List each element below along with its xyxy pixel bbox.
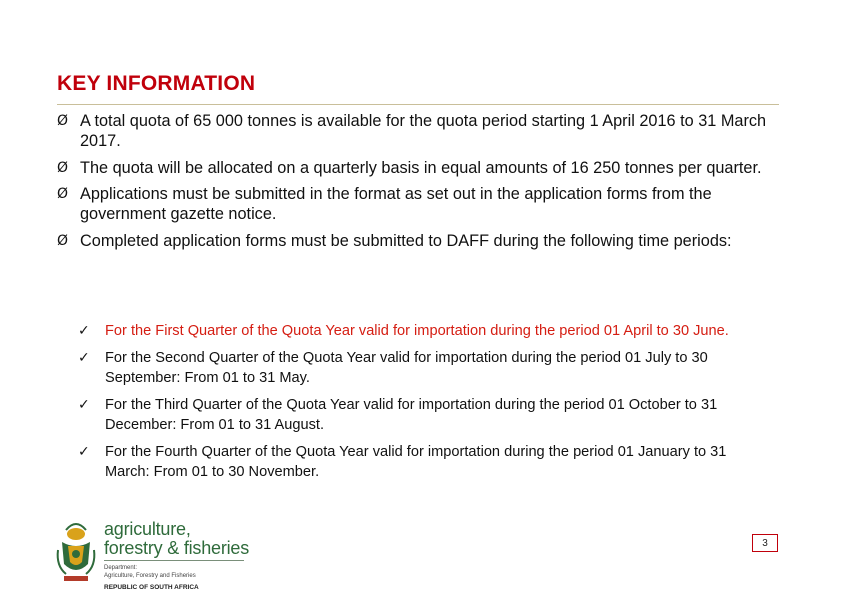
logo-line-2: forestry & fisheries: [104, 538, 250, 558]
sub-bullet-text: For the Fourth Quarter of the Quota Year valid for importation during the period 01 January to 31 March: From 01 to 30 November.: [105, 444, 727, 480]
list-item: [78, 442, 768, 482]
checkmark-icon: ✓: [78, 350, 90, 366]
bullet-text: The quota will be allocated on a quarterly basis in equal amounts of 16 250 tonnes per quarter.: [80, 158, 762, 177]
sub-bullet-list: [78, 321, 768, 489]
checkmark-icon: ✓: [78, 397, 90, 413]
title-divider: [57, 104, 779, 105]
list-item: [78, 321, 768, 341]
list-item: [78, 348, 768, 388]
list-item: [57, 231, 787, 251]
arrow-bullet-icon: Ø: [57, 232, 69, 249]
checkmark-icon: ✓: [78, 323, 90, 339]
page-number: 3: [752, 534, 778, 552]
list-item: [57, 111, 787, 151]
logo-country: REPUBLIC OF SOUTH AFRICA: [104, 584, 199, 591]
sub-bullet-text: For the Second Quarter of the Quota Year valid for importation during the period 01 July to 30 September: From 01 to 31 May.: [105, 350, 708, 386]
bullet-text: Completed application forms must be submitted to DAFF during the following time periods:: [80, 231, 732, 250]
logo-divider: [104, 560, 244, 561]
arrow-bullet-icon: Ø: [57, 186, 69, 202]
arrow-bullet-icon: Ø: [57, 113, 69, 129]
list-item: [57, 158, 787, 178]
department-logo: [54, 519, 254, 591]
coat-of-arms-icon: [54, 520, 98, 586]
bullet-text: Applications must be submitted in the format as set out in the application forms from the government gazette notice.: [80, 185, 712, 223]
arrow-bullet-icon: Ø: [57, 159, 69, 176]
list-item: [57, 184, 787, 224]
list-item: [78, 395, 768, 435]
logo-department-name: Agriculture, Forestry and Fisheries: [104, 573, 196, 579]
logo-department-label: Department:: [104, 565, 138, 571]
checkmark-icon: ✓: [78, 444, 90, 460]
sub-bullet-text: For the First Quarter of the Quota Year valid for importation during the period 01 April to 30 June.: [105, 323, 729, 339]
page-title: KEY INFORMATION: [57, 72, 256, 95]
logo-line-1: agriculture,: [104, 519, 191, 539]
bullet-list: [57, 111, 787, 257]
sub-bullet-text: For the Third Quarter of the Quota Year valid for importation during the period 01 October to 31 December: From 01 to 31 August.: [105, 397, 718, 433]
bullet-text: A total quota of 65 000 tonnes is available for the quota period starting 1 April 2016 to 31 March 2017.: [80, 112, 767, 150]
